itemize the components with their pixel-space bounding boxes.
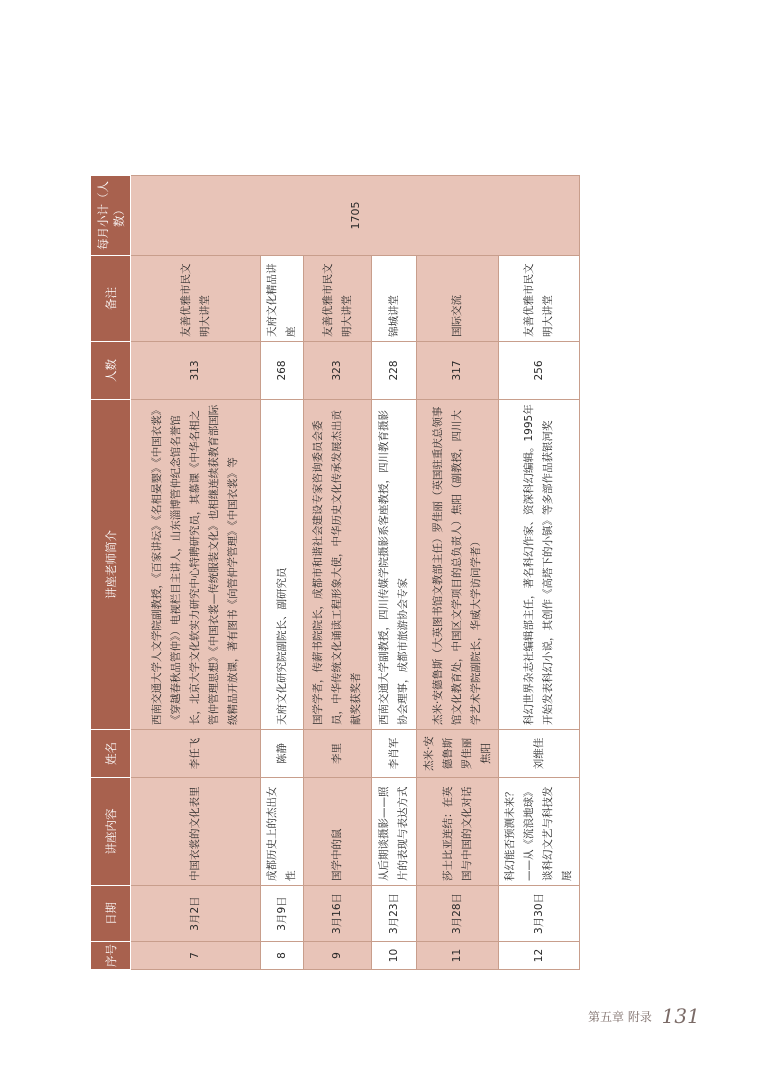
table-header-row [91,176,131,970]
row-no: 12 [499,942,580,970]
row-date: 3月2日 [131,886,261,942]
row-topic: 国学中的鼠 [304,778,372,886]
row-no: 11 [417,942,499,970]
row-count: 228 [372,342,417,400]
table-row [261,176,304,970]
row-intro: 国学学者，传薪书院院长，成都市和谐社会建设专家咨询委员会委员，中华传统文化诵读工程形象大使，中华历史文化传承发展杰出贡献奖获奖者 [304,400,372,730]
row-topic: 科幻能否预测未来？——从《流浪地球》谈科幻文艺与科技发展 [499,778,580,886]
row-name: 李任飞 [131,730,261,778]
row-name: 刘维佳 [499,730,580,778]
row-topic: 成都历史上的杰出女性 [261,778,304,886]
header-topic: 讲座内容 [91,778,131,886]
row-name: 陈静 [261,730,304,778]
row-name: 杰米·安德鲁斯 罗佳丽 焦阳 [417,730,499,778]
row-count: 256 [499,342,580,400]
row-count: 317 [417,342,499,400]
chapter-label: 第五章 附录 [588,1010,652,1024]
table-row [499,176,580,970]
header-note: 备注 [91,256,131,342]
header-name: 姓名 [91,730,131,778]
lecture-table [90,175,580,970]
lecture-table-rotated [90,176,573,970]
row-date: 3月30日 [499,886,580,942]
row-date: 3月23日 [372,886,417,942]
row-note: 友善优雅市民文明大讲堂 [499,256,580,342]
header-date: 日期 [91,886,131,942]
row-date: 3月9日 [261,886,304,942]
row-date: 3月28日 [417,886,499,942]
row-topic: 从后期谈摄影——照片的表现与表达方式 [372,778,417,886]
row-count: 268 [261,342,304,400]
monthly-total: 1705 [131,176,580,256]
header-no: 序号 [91,942,131,970]
row-topic: 中国衣裳的文化表里 [131,778,261,886]
row-name: 李肖军 [372,730,417,778]
row-no: 8 [261,942,304,970]
header-monthly: 每月小计（人数） [91,176,131,256]
row-no: 10 [372,942,417,970]
row-intro: 天府文化研究院副院长、副研究员 [261,400,304,730]
table-row [417,176,499,970]
row-topic: 莎士比亚连结：在英国与中国的文化对话 [417,778,499,886]
table-row [304,176,372,970]
row-name: 李里 [304,730,372,778]
header-intro: 讲座老师简介 [91,400,131,730]
row-intro: 杰米·安德鲁斯（大英图书馆文教部主任）罗佳丽（英国驻重庆总领事馆文化教育处，中国区文学项目的总负责人）焦阳（副教授，四川大学艺术学院副院长，华威大学访问学者） [417,400,499,730]
header-count: 人数 [91,342,131,400]
row-no: 9 [304,942,372,970]
row-note: 友善优雅市民文明大讲堂 [304,256,372,342]
row-note: 国际交流 [417,256,499,342]
row-note: 友善优雅市民文明大讲堂 [131,256,261,342]
page-footer [588,1004,700,1028]
row-intro: 西南交通大学人文学院副教授，《百家讲坛》《名相晏婴》《中国衣裳》《穿越春秋品管仲》）电视栏目主讲人，山东淄博管仲纪念馆名誉馆长，北京大学文化软实力研究中心特聘研究员，其慕课《中华名相之管仲管理思想》《中国衣裳—传统服装文化》也相继连续获教育部国际级精品开放课，著有图书《向管仲学管理》《中国衣裳》等 [131,400,261,730]
row-intro: 西南交通大学副教授，四川传媒学院摄影系客座教授，四川教育摄影协会理事，成都市旅游协会专家 [372,400,417,730]
page-number: 131 [661,1004,700,1028]
row-count: 313 [131,342,261,400]
row-no: 7 [131,942,261,970]
row-note: 锦城讲堂 [372,256,417,342]
table-row [131,176,261,970]
row-count: 323 [304,342,372,400]
table-row [372,176,417,970]
row-intro: 科幻世界杂志社编辑部主任，著名科幻作家、资深科幻编辑。1995年开始发表科幻小说，其创作《高塔下的小镇》等多部作品获银河奖 [499,400,580,730]
row-date: 3月16日 [304,886,372,942]
row-note: 天府文化精品讲座 [261,256,304,342]
